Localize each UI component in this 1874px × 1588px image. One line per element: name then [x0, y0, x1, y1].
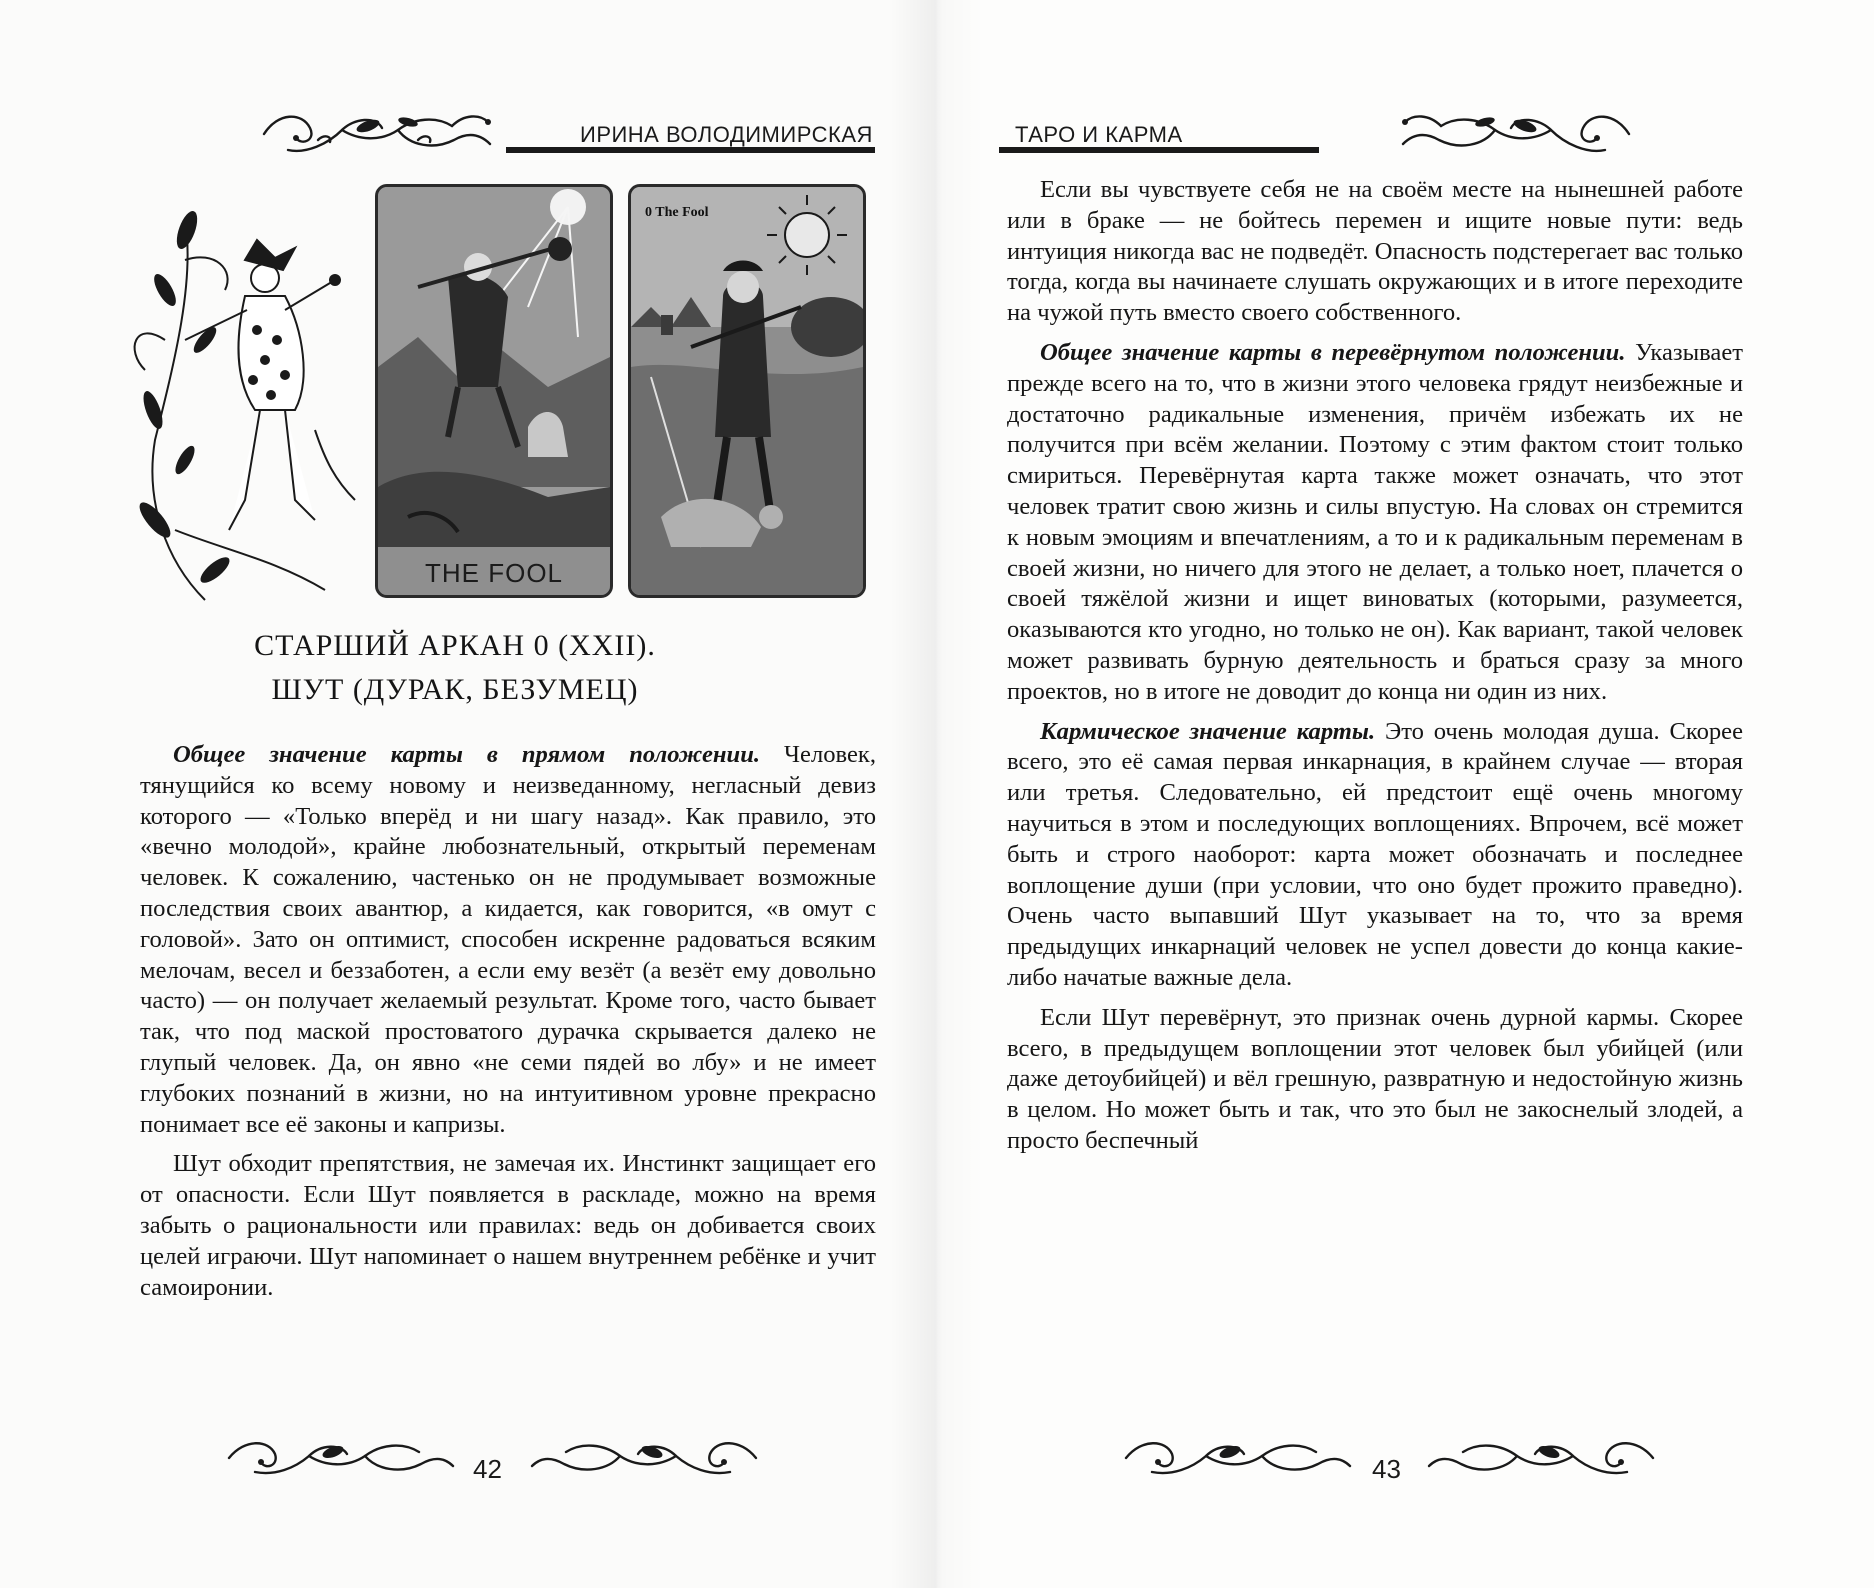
- header-rule: [999, 147, 1319, 153]
- fool-illustration: [125, 200, 375, 620]
- tarot-card-the-fool-rider: [375, 184, 613, 598]
- page-number-left: 42: [473, 1454, 502, 1484]
- page-number-right: 43: [1372, 1454, 1401, 1484]
- right-page-body: [1007, 175, 1743, 1166]
- card-caption: THE FOOL: [424, 558, 563, 588]
- paragraph-lead: Общее значение карты в прямом положении.: [173, 741, 761, 768]
- footer-flourish-ornament-icon: [225, 1428, 455, 1478]
- footer-flourish-ornament-icon: [1427, 1428, 1657, 1478]
- paragraph-karmic-meaning: [1007, 717, 1743, 994]
- paragraph-text: Если Шут перевёрнут, это признак очень дурной кармы. Скорее всего, в предыдущем воплощении этот человек был убийцей (или даже детоубийцей) и вёл грешную, развратную и недостойную жизнь в целом. Но может быть и так, что это был не закоснелый злодей, а просто беспечный: [1007, 1003, 1743, 1154]
- paragraph-text: Указывает прежде всего на то, что в жизни этого человека грядут неизбежные и достаточно радикальные изменения, причём избежать их не получится при всём желании. Поэтому с этим фактом стоит только смириться. Перевёрнутая карта также может означать, что этот человек тратит свою жизнь и силы впустую. На словах он стремится к новым эмоциям и впечатлениям, а то и к радикальным переменам в своей жизни, но ничего для этого не делает, а только ноет, плачется о своей тяжёлой жизни и ищет виноватых (которыми, разумеется, оказываются кто угодно, но только не он). Как вариант, такой человек может развивать бурную деятельность и браться сразу за много проектов, но в итоге не доводит до конца ни один из них.: [1007, 338, 1743, 705]
- header-flourish-ornament-icon: [1395, 100, 1635, 156]
- card-tag: 0 The Fool: [645, 205, 709, 220]
- paragraph-reversed-meaning: [1007, 338, 1743, 708]
- right-page: [937, 0, 1874, 1588]
- paragraph-reversed-karma: [1007, 1003, 1743, 1157]
- header-flourish-ornament-icon: [258, 100, 498, 156]
- paragraph-text: Шут обходит препятствия, не замечая их. Инстинкт защищает его от опасности. Если Шут появляется в раскладе, можно на время забыть о рациональности или правилах: ведь он добивается своих целей играючи. Шут напоминает о нашем внутреннем ребёнке и учит самоиронии.: [140, 1150, 876, 1301]
- footer-flourish-ornament-icon: [1122, 1428, 1352, 1478]
- tarot-card-the-fool-alt: [628, 184, 866, 598]
- running-head-author: ИРИНА ВОЛОДИМИРСКАЯ: [580, 122, 873, 147]
- paragraph-lead: Общее значение карты в перевёрнутом положении.: [1040, 338, 1626, 366]
- footer-flourish-ornament-icon: [530, 1428, 760, 1478]
- paragraph-lead: Кармическое значение карты.: [1040, 717, 1376, 745]
- header-rule: [506, 147, 875, 153]
- paragraph-text: Человек, тянущийся ко всему новому и неизведанному, негласный девиз которого — «Только вперёд и ни шагу назад». Как правило, это «вечно молодой», крайне любознательный, открытый переменам человек. К сожалению, частенько он не продумывает возможные последствия своих авантюр, а кидается, как говорится, «в омут с головой». Зато он оптимист, способен искренне радоваться всяким мелочам, весел и беззаботен, а если ему везёт (а везёт ему довольно часто) — он получает желаемый результат. Кроме того, часто бывает так, что под маской простоватого дурачка скрывается далеко не глупый человек. Да, он явно «не семи пядей во лбу» и не имеет глубоких познаний в жизни, но на интуитивном уровне прекрасно понимает все её законы и капризы.: [140, 741, 876, 1138]
- paragraph-intuition: [1007, 175, 1743, 329]
- paragraph-obstacles: [140, 1149, 876, 1303]
- left-page-body: [140, 740, 876, 1312]
- paragraph-upright-meaning: [140, 740, 876, 1140]
- paragraph-text: Если вы чувствуете себя не на своём месте на нынешней работе или в браке — не бойтесь перемен и ищите новые пути: ведь интуиция никогда вас не подведёт. Опасность подстерегает вас только тогда, когда вы начинаете слушать окружающих и в итоге переходите на чужой путь вместо своего собственного.: [1007, 176, 1743, 327]
- running-head-title: ТАРО И КАРМА: [1015, 122, 1183, 147]
- paragraph-text: Это очень молодая душа. Скорее всего, это её самая первая инкарнация, в крайнем случае — вторая или третья. Следовательно, ей предстоит ещё очень многому научиться в этом и последующих воплощениях. Впрочем, всё может быть и строго наоборот: карта может обозначать и последнее воплощение души (при условии, что оно будет прожито праведно). Очень часто выпавший Шут указывает на то, что за время предыдущих инкарнаций человек не успел довести до конца какие-либо начатые важные дела.: [1007, 717, 1743, 991]
- section-heading-line1: СТАРШИЙ АРКАН 0 (XXII).: [254, 629, 656, 662]
- section-heading-line2: ШУТ (ДУРАК, БЕЗУМЕЦ): [271, 673, 639, 706]
